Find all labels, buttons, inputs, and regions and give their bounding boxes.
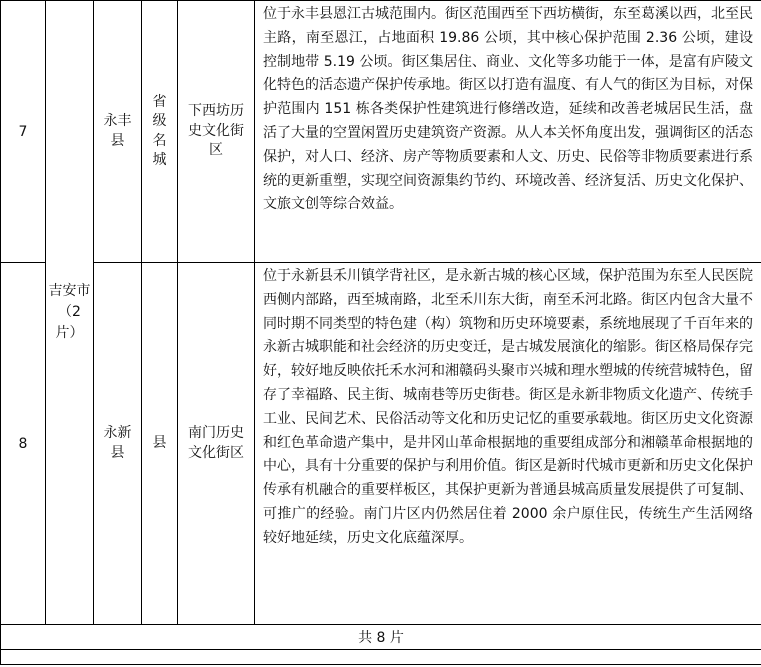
row-8-description: 位于永新县禾川镇学背社区，是永新古城的核心区域，保护范围为东至人民医院西侧内部路，西至城南路，北至禾川东大街，南至禾河北路。街区内包含大量不同时期不同类型的特色建（构）筑物和历史环境要素，系统地展现了千百年来的永新古城职能和社会经济的历史变迁，是古城发展演化的缩影。街区格局保存完好，较好地反映依托禾水河和湘赣码头聚市兴城和理水塑城的传统营城特色，留存了幸福路、民主街、城南巷等历史街巷。街区是永新非物质文化遗产、传统手工业、民间艺术、民俗活动等文化和历史记忆的重要承载地。街区历史文化资源和红色革命遗产集中，是井冈山革命根据地的重要组成部分和湘赣革命根据地的中心，具有十分重要的保护与利用价值。街区是新时代城市更新和历史文化保护传承有机融合的重要样板区，其保护更新为普通县城高质量发展提供了可复制、可推广的经验。南门片区内仍然居住着 2000 余户原住民，传统生产生活网络较好地延续，历史文化底蕴深厚。 [255, 263, 761, 625]
row-8-district: 南门历史文化街区 [178, 263, 255, 625]
bottom-empty-row [1, 650, 761, 665]
table-row-7 [1, 1, 761, 263]
city-label: 吉安市（2片） [48, 283, 91, 341]
row-7-county: 永丰县 [94, 1, 142, 263]
city-cell [46, 1, 94, 625]
total-label: 共 8 片 [1, 625, 761, 650]
row-7-level: 省级名城 [142, 1, 178, 263]
row-7-number: 7 [1, 1, 46, 263]
row-7-district: 下西坊历史文化街区 [178, 1, 255, 263]
row-7-description: 位于永丰县恩江古城范围内。街区范围西至下西坊横街，东至葛溪以西，北至民主路，南至恩江，占地面积 19.86 公顷，其中核心保护范围 2.36 公顷，建设控制地带 5.19 公顷。街区集居住、商业、文化等多功能于一体，是富有庐陵文化特色的活态遗产保护传承地。街区以打造有温度、有人气的街区为目标，对保护范围内 151 栋各类保护性建筑进行修缮改造，延续和改善老城居民生活，盘活了大量的空置闲置历史建筑资产资源。从人本关怀角度出发，强调街区的活态保护，对人口、经济、房产等物质要素和人文、历史、民俗等非物质要素进行系统的更新重塑，实现空间资源集约节约、环境改善、经济复活、历史文化保护、文旅文创等综合效益。 [255, 1, 761, 263]
bottom-empty-cell [1, 650, 761, 665]
row-8-number: 8 [1, 263, 46, 625]
total-row [1, 625, 761, 650]
row-8-level: 县 [142, 263, 178, 625]
table-row-8 [1, 263, 761, 625]
row-8-county: 永新县 [94, 263, 142, 625]
